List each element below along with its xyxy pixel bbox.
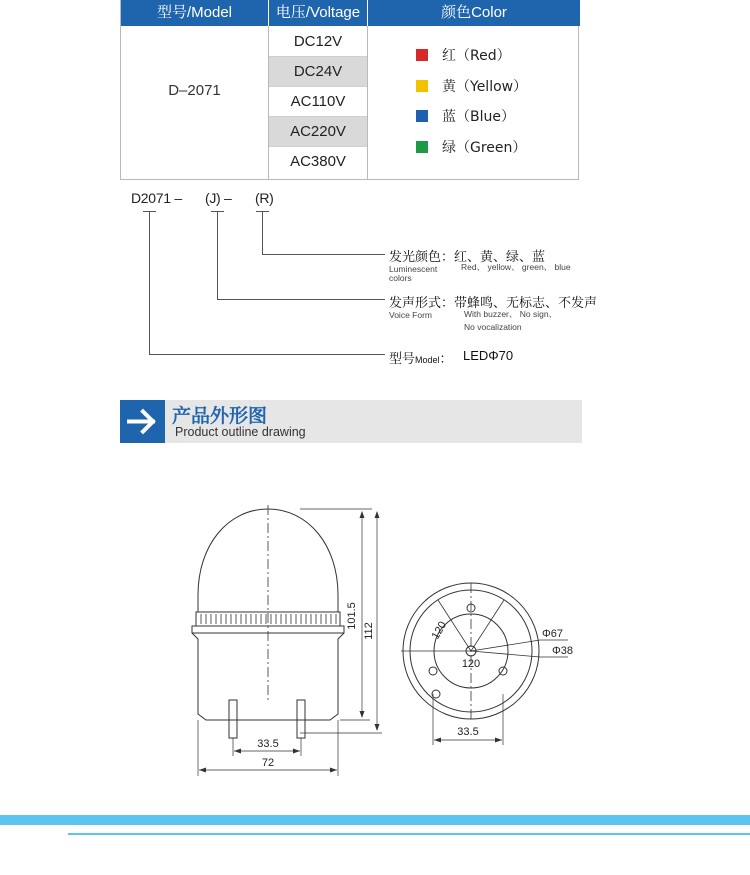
- voltage-cell: DC12V: [269, 27, 367, 57]
- header-color: 颜色Color: [368, 0, 580, 26]
- footer-bar: [0, 815, 750, 825]
- section-subtitle: Product outline drawing: [175, 425, 306, 439]
- voice-form-values-1: With buzzer、 No sign、: [464, 309, 558, 319]
- model-cell: D–2071: [168, 82, 221, 99]
- section-title: 产品外形图: [172, 405, 268, 427]
- light-color-label: 发光颜色：红、黄、绿、蓝: [389, 250, 546, 265]
- voltage-cell: AC220V: [269, 117, 367, 147]
- header-voltage: 电压/Voltage: [269, 0, 367, 26]
- color-label: 绿（Green）: [442, 140, 527, 156]
- footer-line: [68, 833, 750, 835]
- code-part-model: D2071 –: [131, 190, 182, 206]
- dim-dia-38: Φ38: [552, 645, 574, 657]
- voice-form-label: 发声形式：带蜂鸣、无标志、不发声: [389, 296, 598, 311]
- dim-base-width: 72: [261, 757, 275, 769]
- color-label: 蓝（Blue）: [442, 109, 515, 125]
- voice-form-values-2: No vocalization: [464, 322, 522, 332]
- color-label: 黄（Yellow）: [442, 79, 528, 95]
- top-view: [401, 583, 568, 745]
- voice-form-en: Voice Form: [389, 310, 432, 320]
- color-label: 红（Red）: [442, 48, 511, 64]
- model-value: LEDΦ70: [463, 348, 514, 363]
- side-view: [192, 505, 382, 776]
- dim-101-5: 101.5: [346, 602, 358, 630]
- dim-angle-b: 120: [461, 658, 481, 670]
- code-part-color: (R): [255, 190, 274, 206]
- model-label-en: Model: [415, 355, 440, 365]
- dim-top-pin-spacing: 33.5: [457, 726, 479, 738]
- code-part-voice: (J) –: [205, 190, 232, 206]
- light-color-en-1: Luminescent: [389, 264, 438, 274]
- header-model: 型号/Model: [121, 0, 268, 26]
- light-color-values: Red、 yellow、 green、 blue: [461, 262, 571, 272]
- dim-angle-a: 120: [429, 619, 450, 642]
- model-label-cn: 型号: [389, 352, 416, 367]
- voltage-cell: AC110V: [269, 87, 367, 117]
- voltage-cell: AC380V: [290, 153, 346, 170]
- dim-pin-spacing: 33.5: [257, 738, 279, 750]
- dim-112: 112: [363, 622, 375, 640]
- model-colon: ：: [439, 352, 453, 367]
- dim-dia-67: Φ67: [542, 628, 564, 640]
- light-color-en-2: colors: [389, 273, 412, 283]
- voltage-cell: DC24V: [269, 57, 367, 87]
